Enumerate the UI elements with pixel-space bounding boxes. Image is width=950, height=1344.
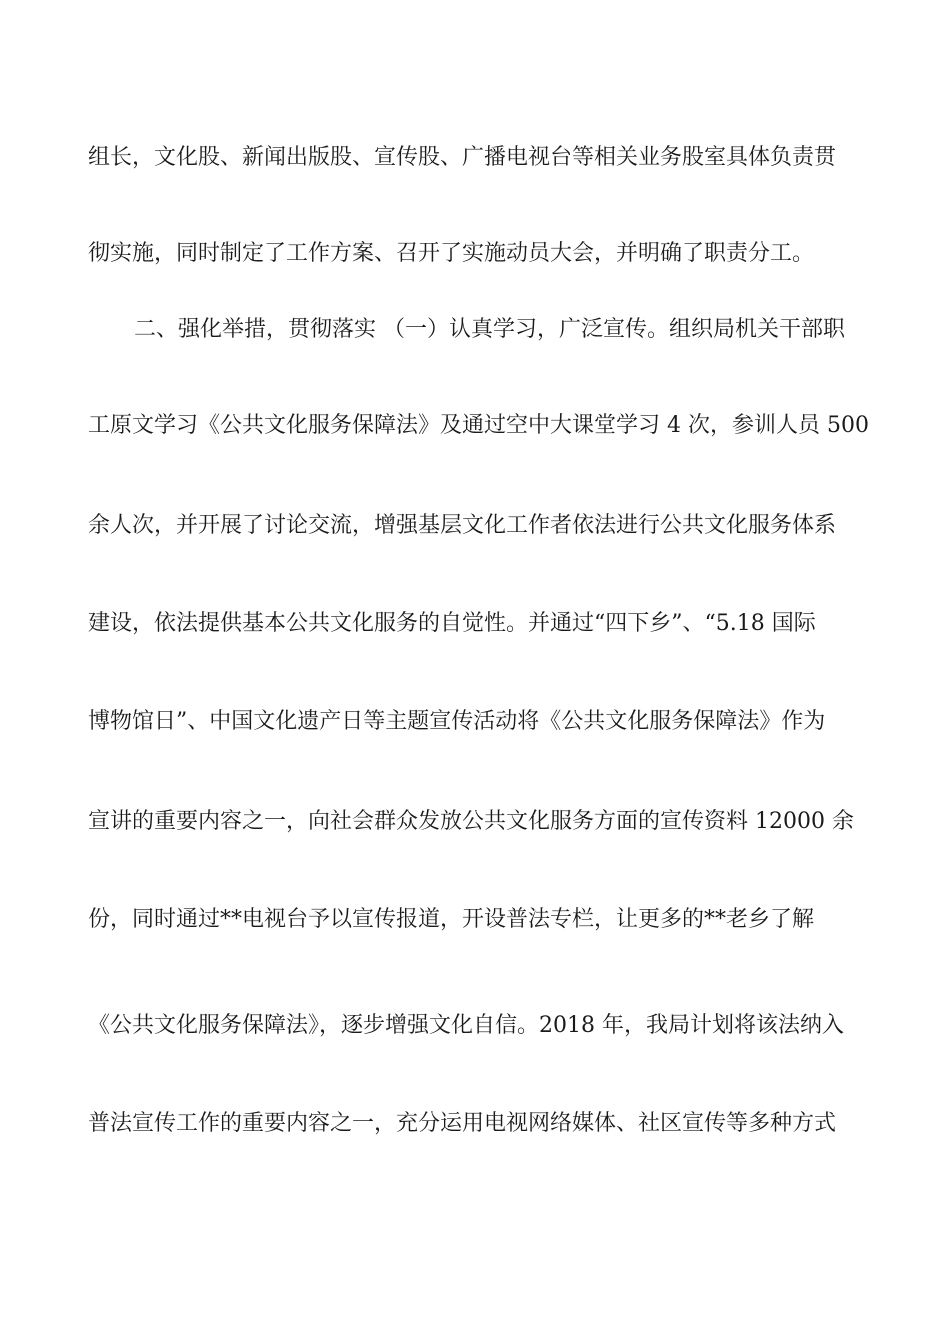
paragraph-line: 组长，文化股、新闻出版股、宣传股、广播电视台等相关业务股室具体负责贯: [88, 145, 837, 170]
section-heading-line: 二、强化举措，贯彻落实 （一）认真学习，广泛宣传。组织局机关干部职: [134, 317, 845, 342]
paragraph-line: 份，同时通过**电视台予以宣传报道，开设普法专栏，让更多的**老乡了解: [88, 907, 815, 932]
paragraph-line: 宣讲的重要内容之一，向社会群众发放公共文化服务方面的宣传资料 12000 余: [88, 809, 854, 834]
paragraph-line: 《公共文化服务保障法》，逐步增强文化自信。2018 年，我局计划将该法纳入: [88, 1013, 844, 1038]
paragraph-line: 工原文学习《公共文化服务保障法》及通过空中大课堂学习 4 次，参训人员 500: [88, 413, 869, 438]
paragraph-line: 博物馆日”、中国文化遗产日等主题宣传活动将《公共文化服务保障法》作为: [88, 709, 826, 734]
paragraph-line: 建设，依法提供基本公共文化服务的自觉性。并通过“四下乡”、“5.18 国际: [88, 611, 816, 636]
paragraph-line: 余人次，并开展了讨论交流，增强基层文化工作者依法进行公共文化服务体系: [88, 513, 837, 538]
paragraph-line: 彻实施，同时制定了工作方案、召开了实施动员大会，并明确了职责分工。: [88, 241, 815, 266]
paragraph-line: 普法宣传工作的重要内容之一，充分运用电视网络媒体、社区宣传等多种方式: [88, 1111, 837, 1136]
